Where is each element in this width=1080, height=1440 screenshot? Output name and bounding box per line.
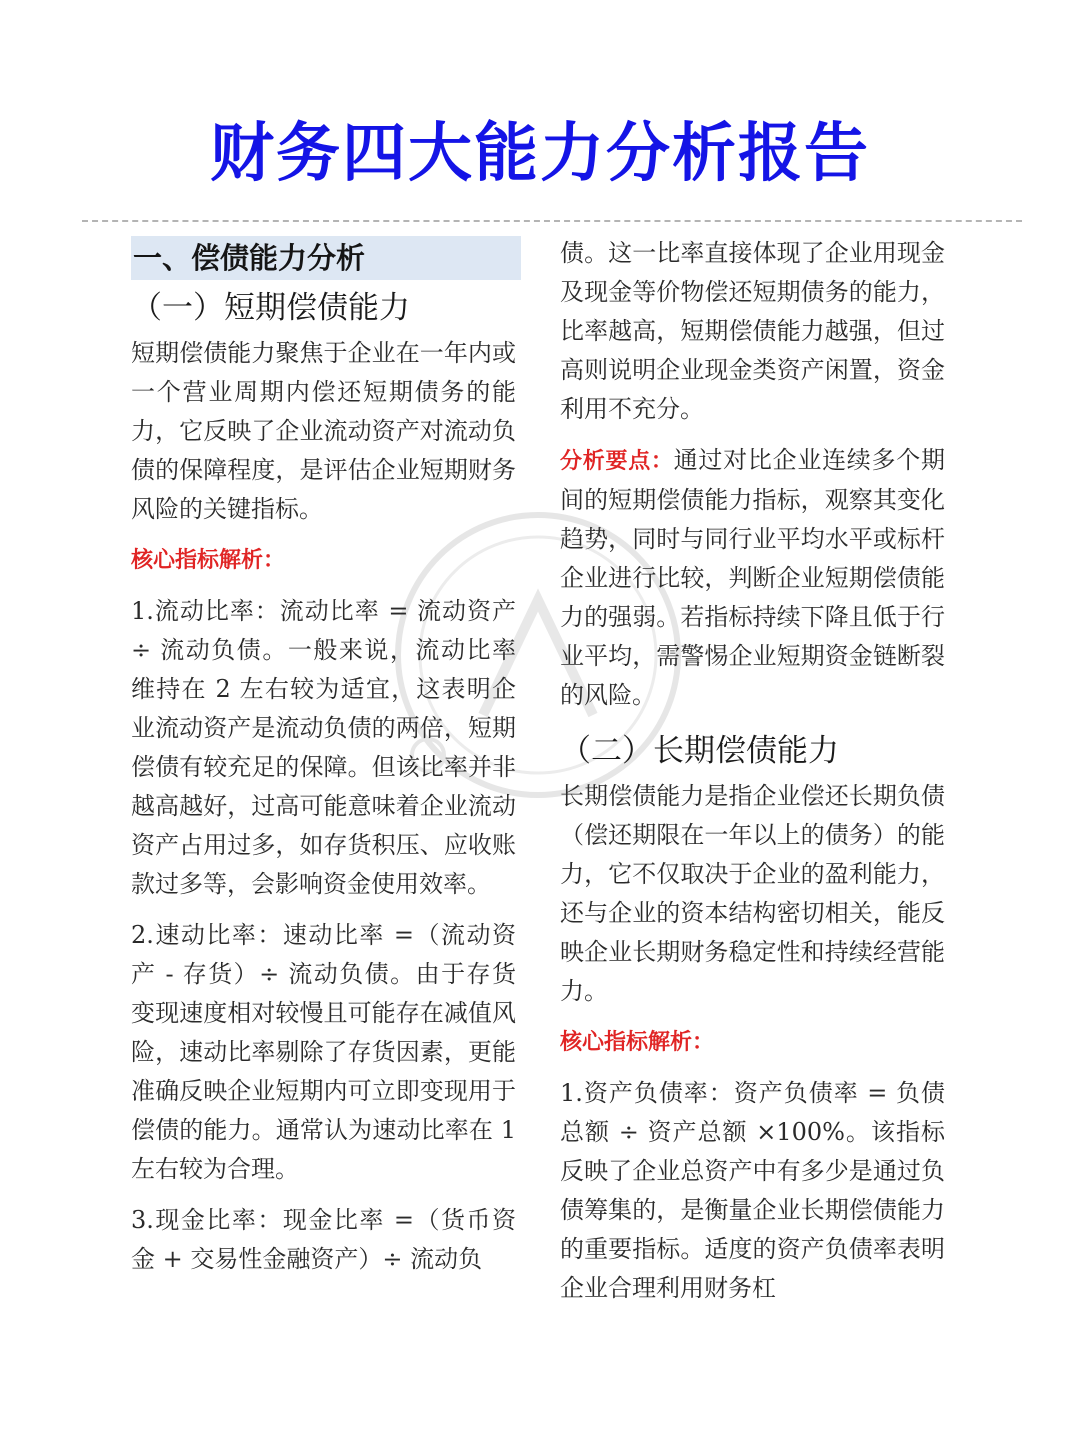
sub-heading-short-term: （一）短期偿债能力 xyxy=(131,290,410,326)
core-indicators-label-2: 核心指标解析： xyxy=(560,1030,715,1055)
analysis-points-paragraph xyxy=(560,441,945,715)
sub-heading-long-term: （二）长期偿债能力 xyxy=(560,733,839,769)
page-title: 财务四大能力分析报告 xyxy=(210,117,870,191)
cash-ratio-paragraph: 3.现金比率：现金比率 =（货币资金 + 交易性金融资产）÷ 流动负 xyxy=(131,1206,516,1273)
analysis-points-label: 分析要点： xyxy=(560,449,674,474)
quick-ratio-paragraph: 2.速动比率：速动比率 =（流动资产 - 存货）÷ 流动负债。由于存货变现速度相对较慢且可能存在减值风险，速动比率剔除了存货因素，更能准确反映企业短期内可立即变现用于偿债的能力。通常认为速动比率在 1 左右较为合理。 xyxy=(131,921,516,1183)
dashed-divider xyxy=(82,220,1022,222)
short-term-intro: 短期偿债能力聚焦于企业在一年内或一个营业周期内偿还短期债务的能力，它反映了企业流动资产对流动负债的保障程度，是评估企业短期财务风险的关键指标。 xyxy=(131,339,516,523)
current-ratio-paragraph: 1.流动比率：流动比率 = 流动资产 ÷ 流动负债。一般来说，流动比率维持在 2 左右较为适宜，这表明企业流动资产是流动负债的两倍，短期偿债有较充足的保障。但该比率并非越高越好，过高可能意味着企业流动资产占用过多，如存货积压、应收账款过多等，会影响资金使用效率。 xyxy=(131,597,516,898)
left-column xyxy=(131,236,516,1291)
section-heading: 一、偿债能力分析 xyxy=(131,236,521,280)
debt-ratio-paragraph: 1.资产负债率：资产负债率 = 负债总额 ÷ 资产总额 ×100%。该指标反映了企业总资产中有多少是通过负债筹集的，是衡量企业长期偿债能力的重要指标。适度的资产负债率表明企业合理利用财务杠 xyxy=(560,1079,945,1302)
analysis-points-text: 通过对比企业连续多个期间的短期偿债能力指标，观察其变化趋势，同时与同行业平均水平或标杆企业进行比较，判断企业短期偿债能力的强弱。若指标持续下降且低于行业平均，需警惕企业短期资金链断裂的风险。 xyxy=(560,446,945,709)
core-indicators-label: 核心指标解析： xyxy=(131,548,286,573)
right-column xyxy=(560,234,945,1320)
long-term-intro: 长期偿债能力是指企业偿还长期负债（偿还期限在一年以上的债务）的能力，它不仅取决于企业的盈利能力，还与企业的资本结构密切相关，能反映企业长期财务稳定性和持续经营能力。 xyxy=(560,782,945,1005)
cash-ratio-continued: 债。这一比率直接体现了企业用现金及现金等价物偿还短期债务的能力，比率越高，短期偿债能力越强，但过高则说明企业现金类资产闲置，资金利用不充分。 xyxy=(560,239,945,423)
